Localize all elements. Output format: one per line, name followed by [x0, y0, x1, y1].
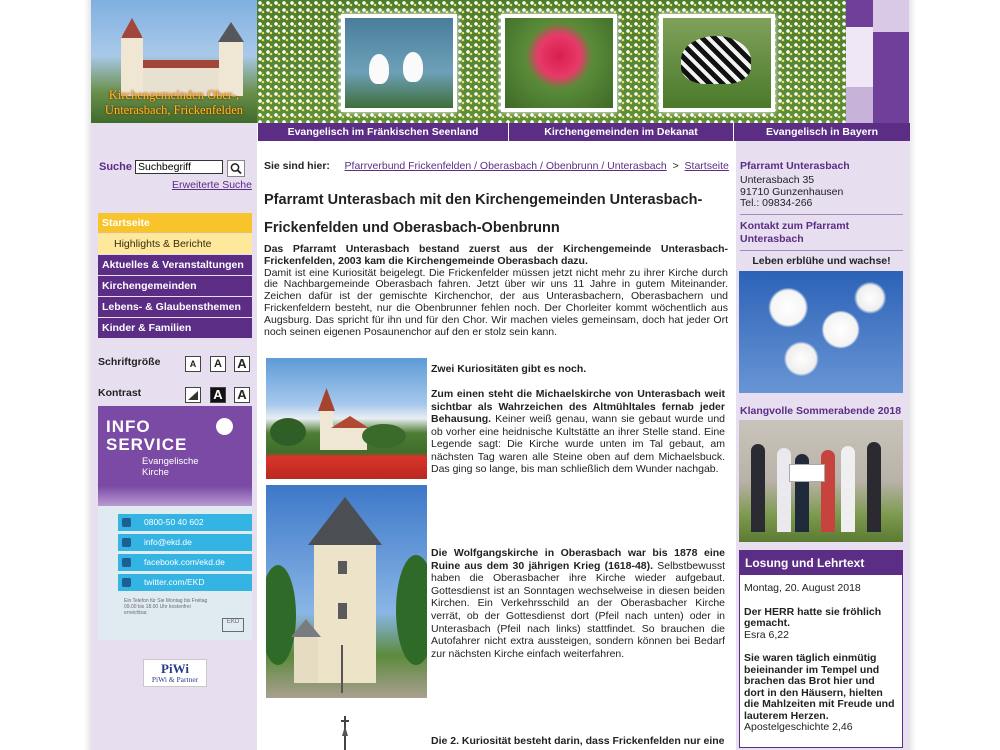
advanced-search-link[interactable]: Erweiterte Suche: [172, 179, 252, 191]
left-sidebar: [91, 141, 257, 750]
header-caption-line1: Kirchengemeinden Ober-,: [108, 88, 240, 102]
losung-verse-block: [744, 607, 897, 642]
swan-left: [369, 54, 389, 84]
intro-paragraph: [264, 244, 728, 338]
info-title-line2: SERVICE: [106, 435, 188, 454]
kuriosity-one-bold: Zum einen steht die Michaelskirche von Unterasbach weit sichtbar als Wahrzeichen des Altmühltales fernab jeder Behausung.: [431, 388, 725, 425]
search-label: Suche: [99, 161, 133, 173]
info-row-phone: [118, 514, 252, 531]
contrast-low-button[interactable]: [185, 387, 201, 403]
address-street: Unterasbach 35: [740, 174, 815, 186]
email-icon: [122, 538, 131, 547]
losung-text: Der HERR hatte sie fröhlich gemacht.: [744, 605, 882, 629]
page-shadow-left: [84, 0, 91, 750]
kuriosity-one-body: Keiner weiß genau, wann sie gebaut wurde und ob vorher eine heidnische Kultstätte an ihrer Stelle stand. Eine Legende sagt: Die Kirche wurde unten im Tal gebaut, am nächsten Tag waren alle Steine oben auf dem Michaelsbuck. Das ging so lange, bis man schließlich dem Wunder nachgab.: [431, 413, 726, 475]
info-service-subtitle: [142, 456, 199, 478]
intro-bold: Das Pfarramt Unterasbach bestand zuerst aus der Kirchengemeinde Unterasbach-Frickenfelden, 2003 kam die Kirchengemeinde Oberasbach dazu.: [264, 243, 728, 267]
apple-blossom-photo[interactable]: [739, 271, 903, 393]
summer-evenings-photo[interactable]: [739, 420, 903, 542]
swan-right: [403, 52, 423, 82]
nav-item-bayern[interactable]: Evangelisch in Bayern: [733, 123, 910, 141]
intro-text: Damit ist eine Kuriosität beigelegt. Die Frickenfelder müssen jetzt nicht mehr zu ihrer Kirche durch die Nachbargemeinde Oberasbach fahren. Jetzt über wir uns 11 Jahre in gutem Miteinander. Zeichen dafür ist der gemischte Kirchenchor, der aus Unterasbachern, Oberasbachern und Frickenfeldern besteht, nur die Obenbrunner fehlen noch. Der Chorleiter kommt wöchentlich aus Augsburg. Das spricht für ihn und für den Chor. Wir machen vieles gemeinsam, doch hat jeder Ort noch seinen eigenen Posaunenchor auf den er stolz sein kann.: [264, 266, 728, 338]
facebook-icon: [122, 558, 131, 567]
divider: [740, 250, 903, 251]
tower-illustration: [266, 485, 427, 698]
nav-spacer: [91, 123, 257, 141]
person: [841, 446, 855, 532]
contact-office-link[interactable]: Kontakt zum Pfarramt Unterasbach: [740, 220, 850, 245]
kuriosity-two-bold: Die Wolfgangskirche in Oberasbach war bis 1878 eine Ruine aus dem 30 jährigen Krieg (1618-48).: [431, 547, 725, 572]
main-menu: [98, 213, 252, 339]
right-sidebar: [736, 141, 909, 750]
ekd-logo: EKD: [222, 618, 244, 632]
deco-block: [846, 87, 873, 123]
kuriosity-one-text: [431, 363, 725, 476]
person: [751, 444, 765, 532]
deco-block: [873, 0, 909, 32]
menu-item-kirchengemeinden[interactable]: Kirchengemeinden: [98, 276, 252, 296]
office-title-link[interactable]: Pfarramt Unterasbach: [740, 160, 850, 172]
info-sub-line2: Kirche: [142, 467, 169, 478]
menu-item-kinder-familien[interactable]: Kinder & Familien: [98, 318, 252, 338]
deco-block: [873, 32, 909, 123]
header-hollyhock-photo: [501, 14, 617, 112]
menu-item-highlights[interactable]: Highlights & Berichte: [98, 234, 252, 254]
contrast-high-button[interactable]: A: [210, 387, 226, 403]
contrast-gradient-icon: [186, 388, 200, 402]
info-service-small-print: Ein Telefon für Sie Montag bis Freitag 09.00 bis 18.00 Uhr kostenfrei erreichbar.: [124, 598, 208, 616]
summer-evenings-link[interactable]: Klangvolle Sommerabende 2018: [740, 405, 902, 417]
office-phone: Tel.: 09834-266: [740, 197, 813, 209]
search-button[interactable]: [227, 160, 245, 177]
header-decoration-blocks: [846, 0, 909, 123]
butterfly: [681, 36, 751, 84]
menu-item-aktuelles[interactable]: Aktuelles & Veranstaltungen: [98, 255, 252, 275]
losung-body: [740, 575, 902, 734]
info-row-email: [118, 534, 252, 551]
church-spire-right: [218, 22, 244, 42]
divider: [740, 214, 903, 215]
phone-icon: [122, 518, 131, 527]
info-twitter-text: twitter.com/EKD: [144, 577, 205, 587]
breadcrumb: [264, 160, 729, 172]
losung-box: [739, 550, 903, 748]
piwi-partner-logo[interactable]: [143, 659, 207, 687]
losung-title: Losung und Lehrtext: [740, 551, 902, 575]
top-navigation: [91, 123, 909, 141]
info-facebook-text: facebook.com/ekd.de: [144, 557, 225, 567]
michaelskirche-photo: [266, 358, 427, 479]
kuriosity-heading: Zwei Kuriositäten gibt es noch.: [431, 363, 587, 375]
header-church-photo[interactable]: [91, 0, 257, 123]
lehrtext-text: Sie waren täglich einmütig beieinander im Tempel und brachen das Brot hier und dort in den Häusern, hielten die Mahlzeiten mit Freude und lauterem Herzen.: [744, 652, 895, 722]
losung-date: Montag, 20. August 2018: [744, 582, 861, 594]
kuriosity-three-text: Die 2. Kuriosität besteht darin, dass Frickenfelden nur eine: [431, 735, 725, 747]
info-title-line1: INFO: [106, 417, 151, 436]
deco-block: [846, 0, 873, 27]
church-cross-photo: [341, 716, 349, 750]
info-email-text: info@ekd.de: [144, 537, 192, 547]
person: [777, 448, 791, 532]
breadcrumb-label: Sie sind hier:: [264, 160, 330, 172]
contrast-label: Kontrast: [98, 387, 142, 399]
header-swans-photo: [341, 14, 457, 112]
kuriosity-two-body: Selbstbewusst haben die Oberasbacher ihre Kirche wieder aufgebaut. Gottesdienst ist an Sonntagen wechselweise in diesen beiden Kirchen. Ein Verkehrsschild an der Oberasbacher Kirche verrät, ob der Gottesdienst dort (Pfeil nach unten) oder in Unterasbach (Pfeil nach links) stattfindet. So brauchen die Autofahrer nicht extra aussteigen, sondern können bei Bedarf zur nächsten Kirche einfach weiterfahren.: [431, 559, 725, 660]
nav-item-dekanat[interactable]: Kirchengemeinden im Dekanat: [508, 123, 733, 141]
header-banner: [91, 0, 909, 123]
breadcrumb-separator: >: [672, 160, 679, 172]
header-daisy-meadow: [257, 0, 846, 123]
breadcrumb-link-startseite[interactable]: Startseite: [684, 160, 729, 172]
losung-reference: Esra 6,22: [744, 628, 789, 641]
cheque-sign: [789, 464, 825, 482]
info-service-banner[interactable]: [98, 406, 252, 640]
city-skyline-graphic: [98, 486, 252, 506]
piwi-logo-mark: PiWi: [161, 661, 189, 676]
church-spire-left: [121, 18, 143, 38]
info-phone-text: 0800-50 40 602: [144, 517, 204, 527]
office-address: [740, 175, 903, 210]
font-size-large-button[interactable]: A: [234, 356, 250, 372]
info-row-twitter: [118, 574, 252, 591]
header-butterfly-photo: [659, 14, 775, 112]
wolfgangskirche-photo: [266, 485, 427, 698]
piwi-logo-text: PiWi & Partner: [151, 675, 199, 684]
contrast-normal-button[interactable]: A: [234, 387, 250, 403]
person: [867, 442, 881, 532]
info-service-title: [106, 418, 187, 454]
font-size-medium-button[interactable]: A: [210, 356, 226, 372]
chat-bubble-icon: [216, 418, 233, 435]
page-shadow-right: [909, 0, 916, 750]
lehrtext-block: [744, 653, 897, 734]
address-city: 91710 Gunzenhausen: [740, 185, 844, 198]
deco-block: [846, 27, 873, 87]
page-title: Pfarramt Unterasbach mit den Kirchengemeinden Unterasbach-Frickenfelden und Oberasbach-Obenbrunn: [264, 192, 703, 236]
font-size-label: Schriftgröße: [98, 356, 161, 368]
breadcrumb-link-pfarrverbund[interactable]: Pfarrverbund Frickenfelden / Oberasbach / Obenbrunn / Unterasbach: [344, 160, 667, 172]
menu-item-startseite[interactable]: Startseite: [98, 213, 252, 233]
menu-item-glaubensthemen[interactable]: Lebens- & Glaubensthemen: [98, 297, 252, 317]
blossom-caption: Leben erblühe und wachse!: [752, 255, 891, 267]
search-input[interactable]: [135, 160, 223, 174]
info-sub-line1: Evangelische: [142, 456, 199, 467]
font-size-small-button[interactable]: A: [185, 356, 201, 372]
main-content: [261, 141, 731, 750]
church-tower-left: [121, 36, 143, 96]
lehrtext-reference: Apostelgeschichte 2,46: [744, 721, 853, 733]
header-caption: [91, 88, 257, 118]
info-row-facebook: [118, 554, 252, 571]
person: [821, 450, 835, 532]
page: [91, 0, 909, 750]
search-icon: [228, 161, 244, 176]
nav-item-fraenkisches-seenland[interactable]: Evangelisch im Fränkischen Seenland: [257, 123, 508, 141]
kuriosity-two-text: [431, 547, 725, 660]
header-caption-line2: Unterasbach, Frickenfelden: [104, 103, 244, 117]
church-illustration: [266, 358, 427, 479]
twitter-icon: [122, 578, 131, 587]
